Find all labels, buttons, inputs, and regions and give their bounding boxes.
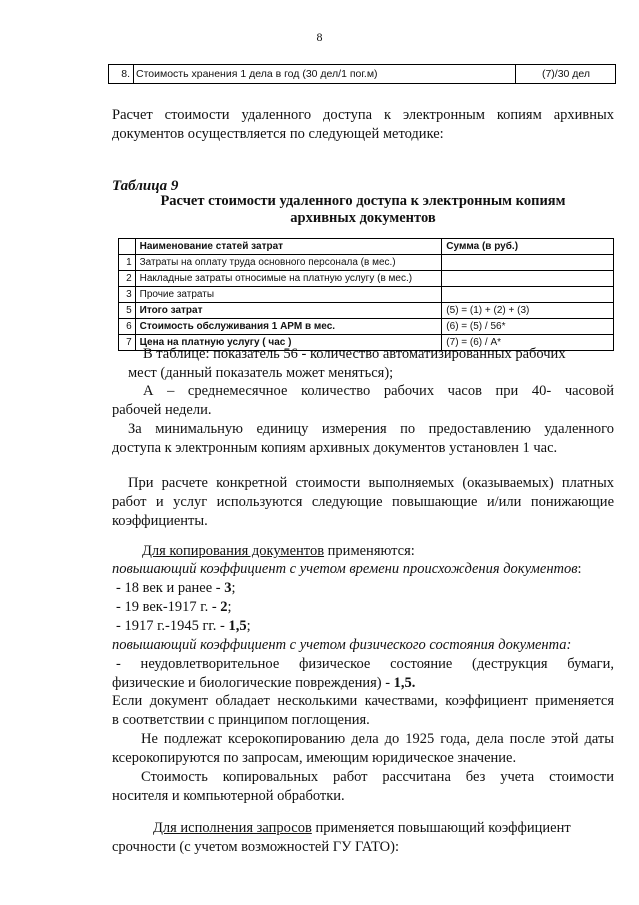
coef-intro-line-3: коэффициенты. — [112, 513, 208, 529]
coef-intro-line-1: При расчете конкретной стоимости выполняемых (оказываемых) платных — [128, 475, 614, 491]
table-title — [112, 193, 614, 227]
physical-line-2-text: физические и биологические повреждения) - — [112, 675, 394, 691]
item-value: 3 — [224, 580, 232, 596]
copying-heading — [142, 542, 614, 561]
copy-cost-line-2: носителя и компьютерной обработки. — [112, 788, 345, 804]
row-name: Итого затрат — [135, 303, 442, 319]
row-num: 1 — [119, 255, 136, 271]
physical-coef-label: повышающий коэффициент с учетом физического состояния документа: — [112, 637, 572, 653]
copying-heading-rest: применяются: — [324, 543, 415, 559]
item-end: ; — [231, 580, 236, 596]
table-row — [119, 255, 614, 271]
list-item — [116, 598, 614, 617]
no-copy-line-1: Не подлежат ксерокопированию дела до 1925 года, дела после этой даты — [141, 731, 614, 747]
header-num-cell — [119, 239, 136, 255]
table-row — [119, 271, 614, 287]
storage-cost-row — [108, 64, 616, 84]
intro-line-1: Расчет стоимости удаленного доступа к электронным копиям архивных — [112, 107, 614, 123]
row-name: Накладные затраты относимые на платную услугу (в мес.) — [135, 271, 442, 287]
requests-heading-underlined: Для исполнения запросов — [153, 820, 312, 836]
origin-coef-label — [112, 560, 614, 579]
item-text: - 19 век-1917 г. - — [116, 599, 221, 615]
intro-line-2: документов осуществляется по следующей методике: — [112, 126, 444, 142]
item-text: - 1917 г.-1945 гг. - — [116, 618, 229, 634]
row-name: Цена на платную услугу ( час ) — [135, 335, 442, 351]
multi-quality-line-2: в соответствии с принципом поглощения. — [112, 712, 370, 728]
row-name: Прочие затраты — [135, 287, 442, 303]
multi-quality-line-1: Если документ обладает несколькими качествами, коэффициент применяется — [112, 693, 614, 709]
requests-heading-rest: применяется повышающий коэффициент — [311, 820, 571, 836]
origin-coef-text: повышающий коэффициент с учетом времени происхождения документов — [112, 561, 578, 577]
item-value: 2 — [220, 599, 228, 615]
row-sum — [442, 271, 614, 287]
origin-coef-colon: : — [577, 561, 582, 577]
physical-line-2 — [112, 674, 614, 693]
note-unit-line-1: За минимальную единицу измерения по предоставлению удаленного — [128, 421, 614, 437]
copy-cost-line-1: Стоимость копировальных работ рассчитана без учета стоимости — [141, 769, 614, 785]
note-unit-line-2: доступа к электронным копиям архивных документов установлен 1 час. — [112, 440, 558, 456]
table-title-line-2: архивных документов — [290, 210, 436, 226]
row-num: 5 — [119, 303, 136, 319]
cost-table — [118, 238, 614, 351]
note-56-line-1: В таблице: показатель 56 - количество автоматизированных рабочих — [143, 346, 566, 362]
table-title-line-1: Расчет стоимости удаленного доступа к электронным копиям — [160, 193, 566, 209]
row-num: 3 — [119, 287, 136, 303]
row-sum — [442, 287, 614, 303]
page-number: 8 — [316, 30, 323, 44]
item-end: ; — [246, 618, 251, 634]
item-end: ; — [227, 599, 232, 615]
item-text: - 18 век и ранее - — [116, 580, 225, 596]
physical-line-1: - неудовлетворительное физическое состояние (деструкция бумаги, — [116, 656, 614, 672]
table-caption: Таблица 9 — [112, 178, 179, 194]
row-sum — [442, 255, 614, 271]
row-sum: (5) = (1) + (2) + (3) — [442, 303, 614, 319]
list-item — [116, 617, 614, 636]
requests-line-2: срочности (с учетом возможностей ГУ ГАТО): — [112, 839, 400, 855]
item-value: 1,5 — [228, 618, 247, 634]
list-item — [116, 579, 614, 598]
requests-heading — [153, 819, 614, 838]
table-row — [119, 303, 614, 319]
row-name: Затраты на оплату труда основного персонала (в мес.) — [135, 255, 442, 271]
header-name-cell: Наименование статей затрат — [135, 239, 442, 255]
row-sum: (7) = (6) / А* — [442, 335, 614, 351]
note-a-line-1: А – среднемесячное количество рабочих часов при 40- часовой — [143, 383, 614, 399]
row-num: 7 — [119, 335, 136, 351]
row-number: 8. — [109, 65, 134, 83]
header-sum-cell: Сумма (в руб.) — [442, 239, 614, 255]
note-a-line-2: рабочей недели. — [112, 402, 212, 418]
coef-intro-line-2: работ и услуг используются следующие повышающие и/или понижающие — [112, 494, 614, 510]
note-56-line-2: мест (данный показатель может меняться); — [128, 365, 394, 381]
row-name: Стоимость обслуживания 1 АРМ в мес. — [135, 319, 442, 335]
row-num: 2 — [119, 271, 136, 287]
row-sum: (6) = (5) / 56* — [442, 319, 614, 335]
table-row — [119, 287, 614, 303]
no-copy-line-2: ксерокопируются по запросам, имеющим юридическое значение. — [112, 750, 517, 766]
row-label: Стоимость хранения 1 дела в год (30 дел/1 пог.м) — [136, 68, 378, 80]
row-value: (7)/30 дел — [515, 65, 616, 83]
table-header-row — [119, 239, 614, 255]
physical-line-2-value: 1,5. — [393, 675, 416, 691]
row-num: 6 — [119, 319, 136, 335]
copying-heading-underlined: Для копирования документов — [142, 543, 325, 559]
table-row — [119, 319, 614, 335]
